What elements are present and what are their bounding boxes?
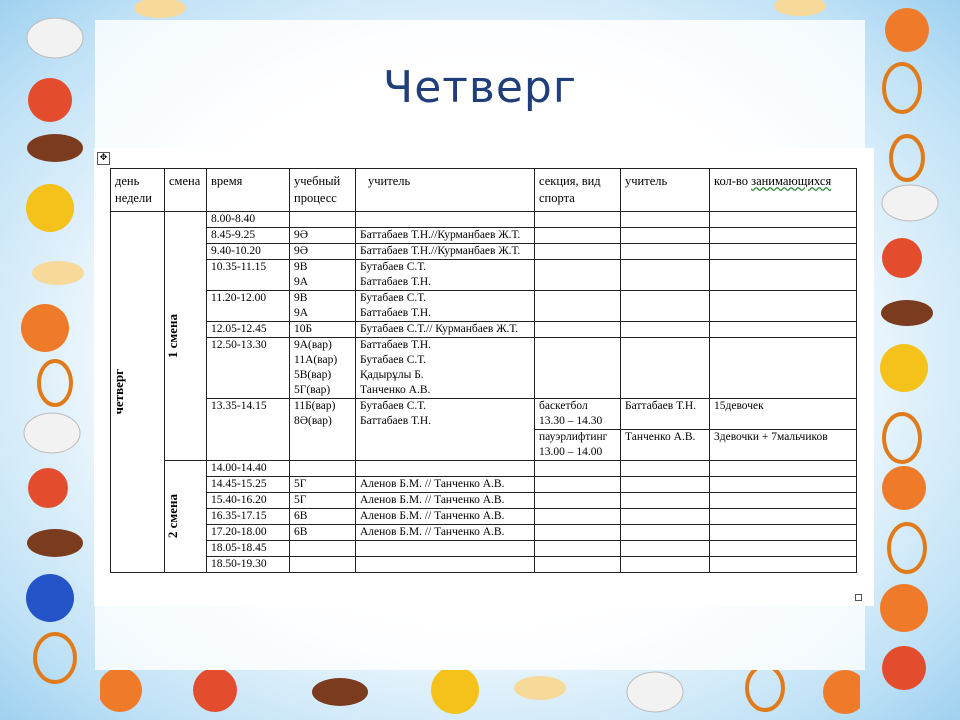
time-cell: [207, 338, 290, 399]
teacher-cell-line: Баттабаев Т.Н.//Курманбаев Ж.Т.: [360, 229, 521, 241]
time-cell-line: 18.50-19.30: [211, 558, 267, 570]
header-shift: смена: [165, 169, 207, 212]
empty-cell: [710, 493, 857, 509]
table-row: [111, 525, 857, 541]
time-cell-line: 18.05-18.45: [211, 542, 267, 554]
time-cell: [207, 228, 290, 244]
process-cell-line: 9А(вар): [294, 339, 332, 351]
teacher-cell: [356, 260, 535, 291]
empty-cell: [710, 509, 857, 525]
empty-cell: [621, 322, 710, 338]
table-row: [111, 493, 857, 509]
time-cell: [207, 212, 290, 228]
process-cell-line: 9А: [294, 276, 309, 288]
empty-cell: [710, 338, 857, 399]
section-cell: [535, 399, 621, 430]
header-time: время: [207, 169, 290, 212]
process-cell: [290, 228, 356, 244]
empty-cell: [710, 322, 857, 338]
header-section: секция, вид спорта: [535, 169, 621, 212]
table-row: [111, 509, 857, 525]
teacher-cell-line: Қадырұлы Б.: [360, 369, 424, 381]
left-decoration-icons: [10, 8, 100, 712]
empty-cell: [621, 477, 710, 493]
process-cell: [290, 322, 356, 338]
process-cell: [290, 461, 356, 477]
teacher-cell-line: Баттабаев Т.Н.: [360, 339, 431, 351]
table-row: [111, 260, 857, 291]
empty-cell: [710, 244, 857, 260]
teacher-cell-line: Бутабаев С.Т.: [360, 292, 426, 304]
header-row: [111, 169, 857, 212]
time-cell-line: 12.50-13.30: [211, 339, 267, 351]
section-count-cell: [710, 430, 857, 461]
process-cell-line: 9Ә: [294, 229, 309, 241]
time-cell-line: 9.40-10.20: [211, 245, 261, 257]
empty-cell: [535, 477, 621, 493]
shift2-cell-label: 2 смена: [165, 494, 180, 539]
process-cell-line: 6В: [294, 510, 308, 522]
empty-cell: [535, 260, 621, 291]
process-cell-line: 5Г(вар): [294, 384, 331, 396]
process-cell: [290, 244, 356, 260]
time-cell: [207, 509, 290, 525]
time-cell: [207, 322, 290, 338]
teacher-cell: [356, 525, 535, 541]
process-cell-line: 11А(вар): [294, 354, 338, 366]
empty-cell: [621, 525, 710, 541]
empty-cell: [535, 461, 621, 477]
teacher-cell-line: Бутабаев С.Т.: [360, 354, 426, 366]
shift1-cell-label: 1 смена: [165, 313, 180, 359]
section-count-cell: [710, 399, 857, 430]
teacher-cell: [356, 322, 535, 338]
empty-cell: [621, 493, 710, 509]
process-cell-line: 9А: [294, 307, 309, 319]
teacher-cell-line: Аленов Б.М. // Танченко А.В.: [360, 478, 505, 490]
section-cell-line: пауэрлифтинг: [539, 431, 608, 443]
table-row: [111, 461, 857, 477]
process-cell: [290, 557, 356, 573]
time-cell-line: 14.45-15.25: [211, 478, 267, 490]
teacher-cell: [356, 291, 535, 322]
table-resize-handle[interactable]: [855, 594, 862, 601]
teacher-cell: [356, 557, 535, 573]
process-cell-line: 11Б(вар): [294, 400, 336, 412]
time-cell-line: 16.35-17.15: [211, 510, 267, 522]
time-cell: [207, 291, 290, 322]
section-teacher-cell: [621, 430, 710, 461]
empty-cell: [535, 291, 621, 322]
teacher-cell: [356, 477, 535, 493]
section-teacher-cell: [621, 399, 710, 430]
time-cell: [207, 557, 290, 573]
section-cell: [535, 430, 621, 461]
empty-cell: [621, 541, 710, 557]
empty-cell: [621, 212, 710, 228]
empty-cell: [621, 338, 710, 399]
empty-cell: [535, 525, 621, 541]
empty-cell: [621, 244, 710, 260]
table-row: [111, 557, 857, 573]
day-cell-label: четверг: [111, 369, 126, 415]
teacher-cell: [356, 399, 535, 461]
time-cell-line: 8.45-9.25: [211, 229, 256, 241]
time-cell: [207, 244, 290, 260]
shift2-cell: [165, 461, 207, 573]
header-day: день недели: [111, 169, 165, 212]
empty-cell: [535, 212, 621, 228]
process-cell: [290, 291, 356, 322]
empty-cell: [621, 260, 710, 291]
empty-cell: [621, 509, 710, 525]
section-cell-line: 13.30 – 14.30: [539, 415, 603, 427]
teacher-cell-line: Аленов Б.М. // Танченко А.В.: [360, 494, 505, 506]
empty-cell: [535, 557, 621, 573]
process-cell: [290, 260, 356, 291]
teacher-cell-line: Баттабаев Т.Н.: [360, 276, 431, 288]
header-count: [710, 169, 857, 212]
process-cell: [290, 338, 356, 399]
time-cell: [207, 399, 290, 461]
empty-cell: [535, 322, 621, 338]
process-cell: [290, 477, 356, 493]
time-cell: [207, 541, 290, 557]
empty-cell: [621, 228, 710, 244]
time-cell: [207, 260, 290, 291]
time-cell-line: 12.05-12.45: [211, 323, 267, 335]
section-teacher-cell-line: Баттабаев Т.Н.: [625, 400, 696, 412]
empty-cell: [710, 541, 857, 557]
header-count-word: занимающихся: [751, 174, 832, 188]
time-cell-line: 14.00-14.40: [211, 462, 267, 474]
slide-title: Четверг: [383, 62, 577, 113]
table-row: [111, 228, 857, 244]
empty-cell: [535, 541, 621, 557]
header-count-prefix: кол-во: [714, 174, 752, 188]
teacher-cell: [356, 212, 535, 228]
process-cell: [290, 509, 356, 525]
teacher-cell-line: Баттабаев Т.Н.: [360, 415, 431, 427]
teacher-cell: [356, 541, 535, 557]
table-row: [111, 244, 857, 260]
empty-cell: [710, 557, 857, 573]
empty-cell: [535, 228, 621, 244]
teacher-cell: [356, 228, 535, 244]
empty-cell: [710, 461, 857, 477]
day-cell: [111, 212, 165, 573]
empty-cell: [710, 260, 857, 291]
time-cell: [207, 477, 290, 493]
teacher-cell-line: Аленов Б.М. // Танченко А.В.: [360, 526, 505, 538]
teacher-cell-line: Бутабаев С.Т.// Курманбаев Ж.Т.: [360, 323, 519, 335]
teacher-cell-line: Танченко А.В.: [360, 384, 431, 396]
teacher-cell: [356, 493, 535, 509]
process-cell: [290, 212, 356, 228]
right-decoration-icons: [862, 8, 952, 712]
header-teacher2: учитель: [621, 169, 710, 212]
empty-cell: [535, 244, 621, 260]
teacher-cell: [356, 338, 535, 399]
table-move-handle-icon[interactable]: ✥: [97, 152, 110, 165]
process-cell-line: 10Б: [294, 323, 313, 335]
empty-cell: [710, 525, 857, 541]
time-cell: [207, 525, 290, 541]
table-row: [111, 322, 857, 338]
teacher-cell-line: Бутабаев С.Т.: [360, 261, 426, 273]
header-teacher: учитель: [356, 169, 535, 212]
process-cell-line: 6В: [294, 526, 308, 538]
process-cell-line: 5Г: [294, 494, 307, 506]
teacher-cell: [356, 509, 535, 525]
process-cell: [290, 525, 356, 541]
time-cell-line: 10.35-11.15: [211, 261, 267, 273]
process-cell-line: 5Г: [294, 478, 307, 490]
time-cell-line: 17.20-18.00: [211, 526, 267, 538]
section-cell-line: баскетбол: [539, 400, 588, 412]
empty-cell: [621, 291, 710, 322]
header-process: учебный процесс: [290, 169, 356, 212]
shift1-cell: [165, 212, 207, 461]
teacher-cell: [356, 461, 535, 477]
empty-cell: [535, 338, 621, 399]
teacher-cell: [356, 244, 535, 260]
time-cell-line: 15.40-16.20: [211, 494, 267, 506]
teacher-cell-line: Бутабаев С.Т.: [360, 400, 426, 412]
section-teacher-cell-line: Танченко А.В.: [625, 431, 696, 443]
time-cell-line: 8.00-8.40: [211, 213, 256, 225]
schedule-table: [110, 168, 857, 573]
process-cell-line: 9Ә: [294, 245, 309, 257]
process-cell-line: 5В(вар): [294, 369, 332, 381]
process-cell-line: 9В: [294, 292, 308, 304]
empty-cell: [535, 493, 621, 509]
section-count-cell-line: 3девочки + 7мальчиков: [714, 431, 828, 443]
table-row: [111, 212, 857, 228]
empty-cell: [621, 461, 710, 477]
time-cell-line: 13.35-14.15: [211, 400, 267, 412]
empty-cell: [710, 477, 857, 493]
table-row: [111, 291, 857, 322]
empty-cell: [710, 291, 857, 322]
time-cell-line: 11.20-12.00: [211, 292, 267, 304]
empty-cell: [710, 228, 857, 244]
process-cell-line: 8Ә(вар): [294, 415, 332, 427]
teacher-cell-line: Баттабаев Т.Н.: [360, 307, 431, 319]
table-row: [111, 338, 857, 399]
teacher-cell-line: Баттабаев Т.Н.//Курманбаев Ж.Т.: [360, 245, 521, 257]
table-row: [111, 399, 857, 430]
process-cell: [290, 541, 356, 557]
empty-cell: [710, 212, 857, 228]
process-cell: [290, 399, 356, 461]
section-cell-line: 13.00 – 14.00: [539, 446, 603, 458]
empty-cell: [535, 509, 621, 525]
process-cell-line: 9В: [294, 261, 308, 273]
time-cell: [207, 461, 290, 477]
time-cell: [207, 493, 290, 509]
teacher-cell-line: Аленов Б.М. // Танченко А.В.: [360, 510, 505, 522]
process-cell: [290, 493, 356, 509]
table-row: [111, 477, 857, 493]
section-count-cell-line: 15девочек: [714, 400, 764, 412]
table-row: [111, 541, 857, 557]
empty-cell: [621, 557, 710, 573]
